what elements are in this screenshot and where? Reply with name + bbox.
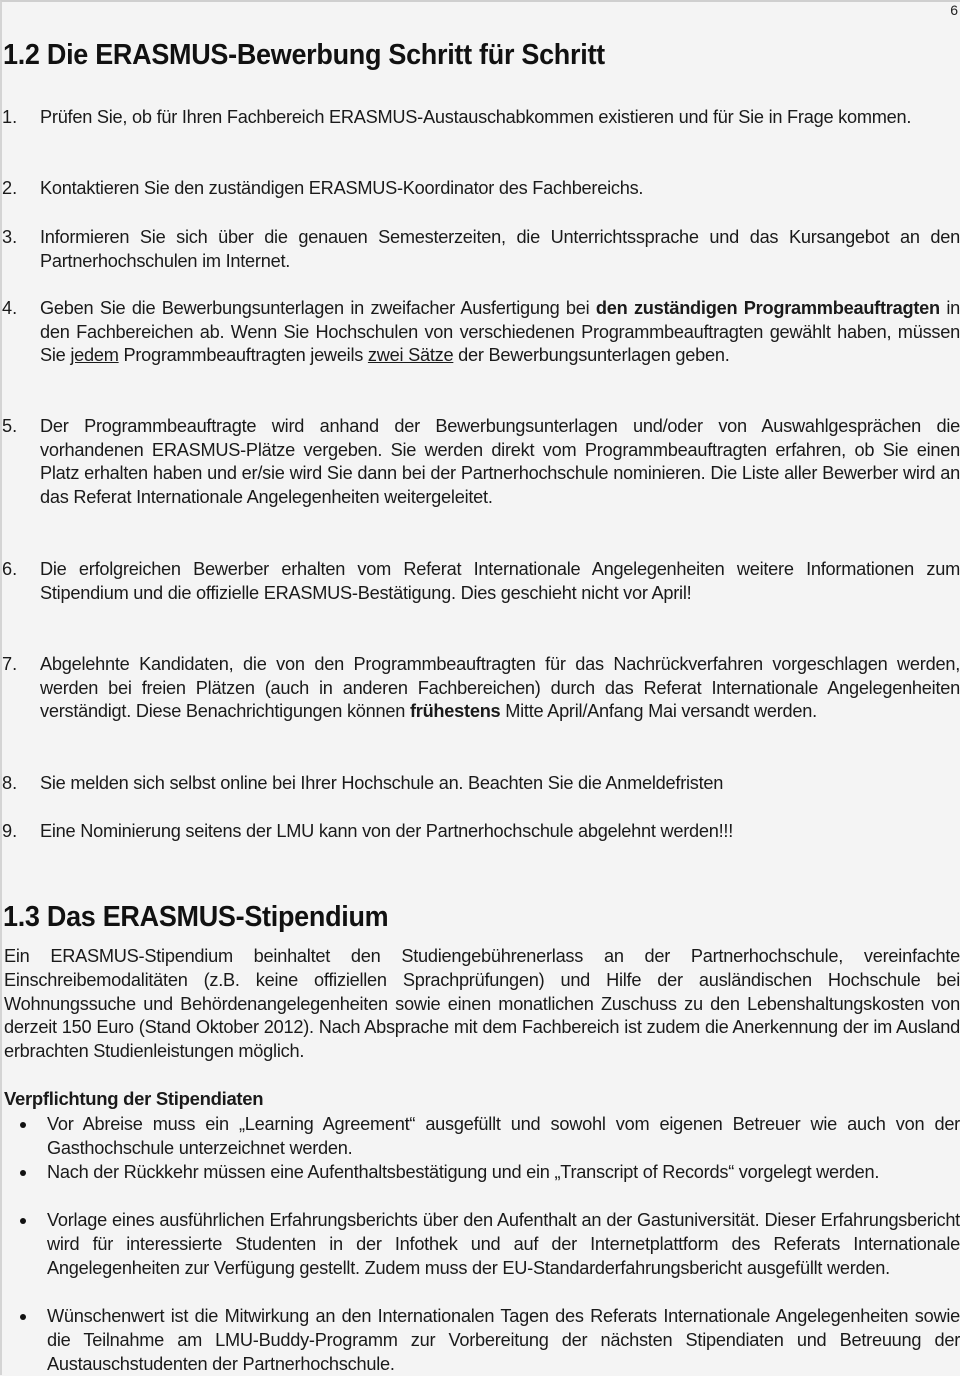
bullet-text: Nach der Rückkehr müssen eine Aufenthaltsbestätigung und ein „Transcript of Records“ vorgelegt werden. (47, 1162, 880, 1182)
step-number: 9. (2, 821, 18, 841)
step-text: Eine Nominierung seitens der LMU kann von der Partnerhochschule abgelehnt werden!!! (40, 821, 734, 841)
page-number: 6 (950, 2, 958, 18)
obligation-bullet-1 (2, 1112, 960, 1160)
step-item-2 (2, 177, 960, 201)
step-number: 3. (2, 227, 18, 247)
emphasis-underline: zwei Sätze (367, 345, 454, 366)
obligation-bullet-2 (2, 1160, 960, 1184)
step-item-7 (2, 653, 960, 724)
bullet-icon (20, 1218, 26, 1224)
step-text: Abgelehnte Kandidaten, die von den Programmbeauftragten für das Nachrückverfahren vorgeschlagen werden, werden bei freien Plätzen (auch in anderen Fachbereichen) durch das Referat Internationale Angelegenheiten verständigt. Diese Benachrichtigungen können frühestens Mitte April/Anfang Mai versandt werden. (40, 654, 960, 722)
step-text: Sie melden sich selbst online bei Ihrer Hochschule an. Beachten Sie die Anmeldefristen (40, 773, 724, 793)
step-text: Kontaktieren Sie den zuständigen ERASMUS-Koordinator des Fachbereichs. (40, 178, 644, 198)
section-heading-1-2: 1.2 Die ERASMUS-Bewerbung Schritt für Schritt (3, 39, 605, 71)
step-item-9 (2, 820, 960, 844)
step-text: Die erfolgreichen Bewerber erhalten vom Referat Internationale Angelegenheiten weitere Informationen zum Stipendium und die offizielle ERASMUS-Bestätigung. Dies geschieht nicht vor April! (40, 559, 960, 603)
step-item-6 (2, 558, 960, 605)
emphasis-bold: den zuständigen Programmbeauftragten (595, 298, 940, 318)
step-number: 8. (2, 773, 18, 793)
obligations-subheading: Verpflichtung der Stipendiaten (4, 1088, 264, 1109)
step-item-8 (2, 772, 960, 796)
bullet-text: Wünschenwert ist die Mitwirkung an den Internationalen Tagen des Referats Internationale Angelegenheiten sowie die Teilnahme am LMU-Buddy-Programm zur Vorbereitung der nächsten Stipendiaten und Betreuung der Austauschstudenten der Partnerhochschule. (47, 1306, 960, 1374)
step-number: 6. (2, 559, 18, 579)
section-heading-1-3: 1.3 Das ERASMUS-Stipendium (3, 901, 389, 933)
step-number: 7. (2, 654, 18, 674)
step-item-5 (2, 415, 960, 510)
step-text: Der Programmbeauftragte wird anhand der Bewerbungsunterlagen und/oder von Auswahlgesprächen die vorhandenen ERASMUS-Plätze vergeben. Sie werden direkt vom Programmbeauftragten erfahren, ob Sie einen Platz erhalten haben und er/sie wird Sie dann bei der Partnerhochschule nominieren. Die Liste aller Bewerber wird an das Referat Internationale Angelegenheiten weitergeleitet. (40, 416, 960, 508)
step-number: 2. (2, 178, 18, 198)
step-number: 4. (2, 298, 18, 318)
bullet-icon (20, 1170, 26, 1176)
step-item-3 (2, 226, 960, 273)
step-item-1 (2, 106, 960, 130)
step-text: Prüfen Sie, ob für Ihren Fachbereich ERASMUS-Austauschabkommen existieren und für Sie in Frage kommen. (40, 107, 912, 127)
emphasis-bold: frühestens (409, 701, 501, 722)
bullet-text: Vor Abreise muss ein „Learning Agreement“ ausgefüllt und sowohl vom eigenen Betreuer wie auch von der Gasthochschule unterzeichnet werden. (47, 1114, 960, 1158)
step-number: 1. (2, 107, 18, 127)
obligation-bullet-4 (2, 1304, 960, 1376)
obligation-bullet-3 (2, 1208, 960, 1280)
stipendium-intro-paragraph: Ein ERASMUS-Stipendium beinhaltet den Studiengebührenerlass an der Partnerhochschule, vereinfachte Einschreibemodalitäten (z.B. keine offiziellen Sprachprüfungen) und Hilfe der ausländischen Hochschule bei Wohnungssuche und Behördenangelegenheiten sowie einen monatlichen Zuschuss zu den Lebenshaltungskosten von derzeit 150 Euro (Stand Oktober 2012). Nach Absprache mit dem Fachbereich ist zudem die Anerkennung der im Ausland erbrachten Studienleistungen möglich. (4, 946, 960, 1062)
emphasis-underline: jedem (70, 345, 119, 366)
bullet-icon (20, 1314, 26, 1320)
step-number: 5. (2, 416, 18, 436)
step-text: Informieren Sie sich über die genauen Semesterzeiten, die Unterrichtssprache und das Kursangebot an den Partnerhochschulen im Internet. (40, 227, 960, 271)
bullet-icon (20, 1122, 26, 1128)
step-item-4 (2, 297, 960, 368)
step-text: Geben Sie die Bewerbungsunterlagen in zweifacher Ausfertigung bei den zuständigen Programmbeauftragten in den Fachbereichen ab. Wenn Sie Hochschulen von verschiedenen Programmbeauftragten gewählt haben, müssen Sie jedem Programmbeauftragten jeweils zwei Sätze der Bewerbungsunterlagen geben. (40, 298, 960, 366)
bullet-text: Vorlage eines ausführlichen Erfahrungsberichts über den Aufenthalt an der Gastuniversität. Dieser Erfahrungsbericht wird für interessierte Studenten in der Infothek und auf der Internetplattform des Referats Internationale Angelegenheiten zur Verfügung gestellt. Zudem muss der EU-Standarderfahrungsbericht ausgefüllt werden. (47, 1210, 960, 1278)
